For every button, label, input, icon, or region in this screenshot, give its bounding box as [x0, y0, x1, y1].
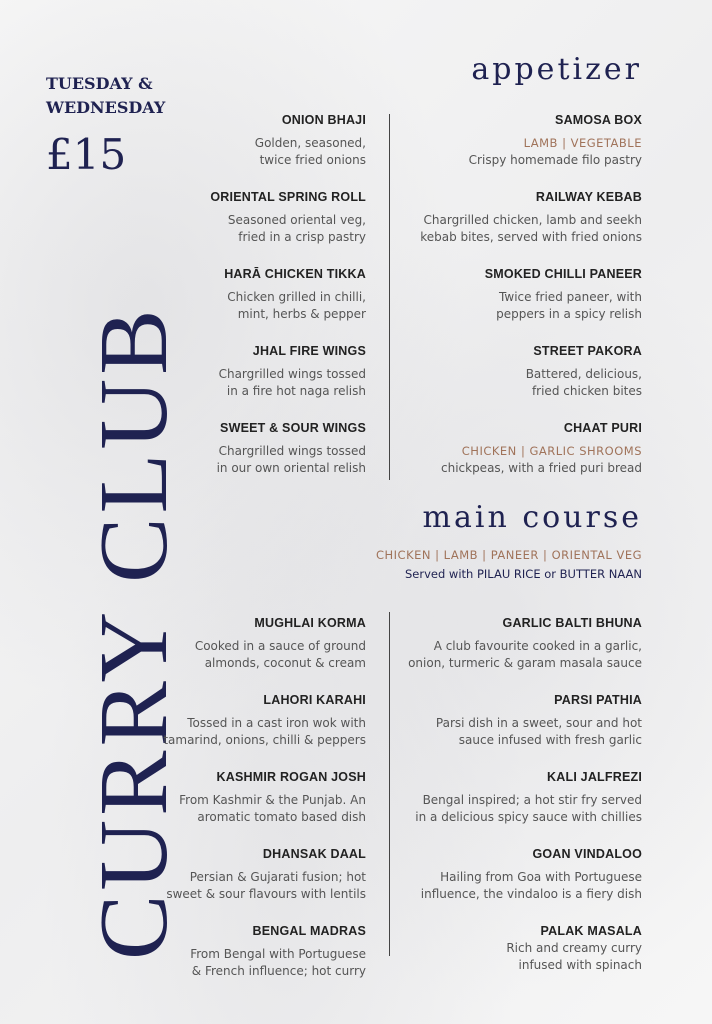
item-name: DHANSAK DAAL [262, 847, 366, 861]
item-desc: Golden, seasoned, twice fried onions [254, 136, 366, 167]
item-name: LAHORI KARAHI [263, 693, 366, 707]
item-name: MUGHLAI KORMA [254, 616, 366, 630]
item-name: SWEET & SOUR WINGS [220, 421, 366, 435]
item-options: CHICKEN | GARLIC SHROOMS [461, 444, 642, 458]
item-desc: Battered, delicious, fried chicken bites [525, 367, 642, 398]
menu-item [195, 615, 366, 672]
curry-club-title: CURRY CLUB [80, 305, 188, 960]
menu-item [526, 343, 642, 400]
item-name: RAILWAY KEBAB [535, 190, 642, 204]
menu-item [224, 266, 366, 323]
menu-item [190, 923, 366, 980]
item-name: ONION BHAJI [281, 113, 366, 127]
menu-item [219, 343, 366, 400]
item-desc: A club favourite cooked in a garlic, onion, turmeric & garam masala sauce [408, 639, 642, 670]
main-course-heading: main course [422, 500, 642, 535]
item-desc: Seasoned oriental veg, fried in a crisp pastry [227, 213, 366, 244]
item-desc: Persian & Gujarati fusion; hot sweet & sour flavours with lentils [166, 870, 366, 901]
item-desc: chickpeas, with a fried puri bread [440, 461, 642, 475]
item-desc: Chargrilled wings tossed in a fire hot naga relish [218, 367, 366, 398]
appetizer-heading: appetizer [471, 52, 642, 87]
item-name: SAMOSA BOX [555, 113, 642, 127]
menu-item [485, 266, 642, 323]
item-desc: Chicken grilled in chilli, mint, herbs & pepper [227, 290, 366, 321]
menu-item [163, 692, 366, 749]
item-name: HARĀ CHICKEN TIKKA [224, 267, 366, 281]
menu-item [179, 769, 366, 826]
item-desc: Tossed in a cast iron wok with tamarind, onions, chilli & peppers [163, 716, 366, 747]
item-desc: Twice fried paneer, with peppers in a spicy relish [496, 290, 642, 321]
item-desc: Hailing from Goa with Portuguese influence, the vindaloo is a fiery dish [420, 870, 642, 901]
item-desc: Chargrilled wings tossed in our own oriental relish [216, 444, 366, 475]
item-name: STREET PAKORA [533, 344, 642, 358]
item-name: KASHMIR ROGAN JOSH [216, 770, 366, 784]
appetizer-divider [389, 114, 390, 480]
item-name: ORIENTAL SPRING ROLL [210, 190, 366, 204]
item-name: SMOKED CHILLI PANEER [484, 267, 642, 281]
menu-item [421, 846, 642, 903]
item-options: LAMB | VEGETABLE [523, 136, 642, 150]
item-desc: Cooked in a sauce of ground almonds, coconut & cream [194, 639, 366, 670]
menu-item [166, 846, 366, 903]
item-name: GARLIC BALTI BHUNA [502, 616, 642, 630]
days-label: TUESDAY & WEDNESDAY [46, 74, 166, 117]
menu-item [506, 923, 642, 974]
item-name: GOAN VINDALOO [532, 847, 642, 861]
item-desc: Rich and creamy curry infused with spinach [506, 941, 642, 972]
menu-item [436, 692, 642, 749]
item-desc: Bengal inspired; a hot stir fry served in a delicious spicy sauce with chillies [415, 793, 642, 824]
main-course-divider [389, 612, 390, 956]
item-desc: Crispy homemade filo pastry [468, 153, 642, 167]
price-label: £15 [46, 130, 127, 179]
item-name: CHAAT PURI [563, 421, 642, 435]
menu-item [415, 769, 642, 826]
item-desc: Parsi dish in a sweet, sour and hot sauce infused with fresh garlic [435, 716, 642, 747]
main-course-options: CHICKEN | LAMB | PANEER | ORIENTAL VEG [375, 548, 642, 562]
menu-item [217, 420, 366, 477]
item-desc: Chargrilled chicken, lamb and seekh kebab bites, served with fried onions [420, 213, 642, 244]
item-name: PARSI PATHIA [554, 693, 642, 707]
item-name: KALI JALFREZI [547, 770, 642, 784]
menu-item [469, 112, 642, 169]
menu-item [408, 615, 642, 672]
menu-item [420, 189, 642, 246]
menu-item [441, 420, 642, 477]
menu-item [210, 189, 366, 246]
main-course-served: Served with PILAU RICE or BUTTER NAAN [404, 567, 642, 581]
item-desc: From Kashmir & the Punjab. An aromatic tomato based dish [179, 793, 366, 824]
item-name: PALAK MASALA [540, 924, 642, 938]
menu-item [255, 112, 366, 169]
item-desc: From Bengal with Portuguese & French influence; hot curry [190, 947, 366, 978]
item-name: BENGAL MADRAS [252, 924, 366, 938]
item-name: JHAL FIRE WINGS [252, 344, 366, 358]
